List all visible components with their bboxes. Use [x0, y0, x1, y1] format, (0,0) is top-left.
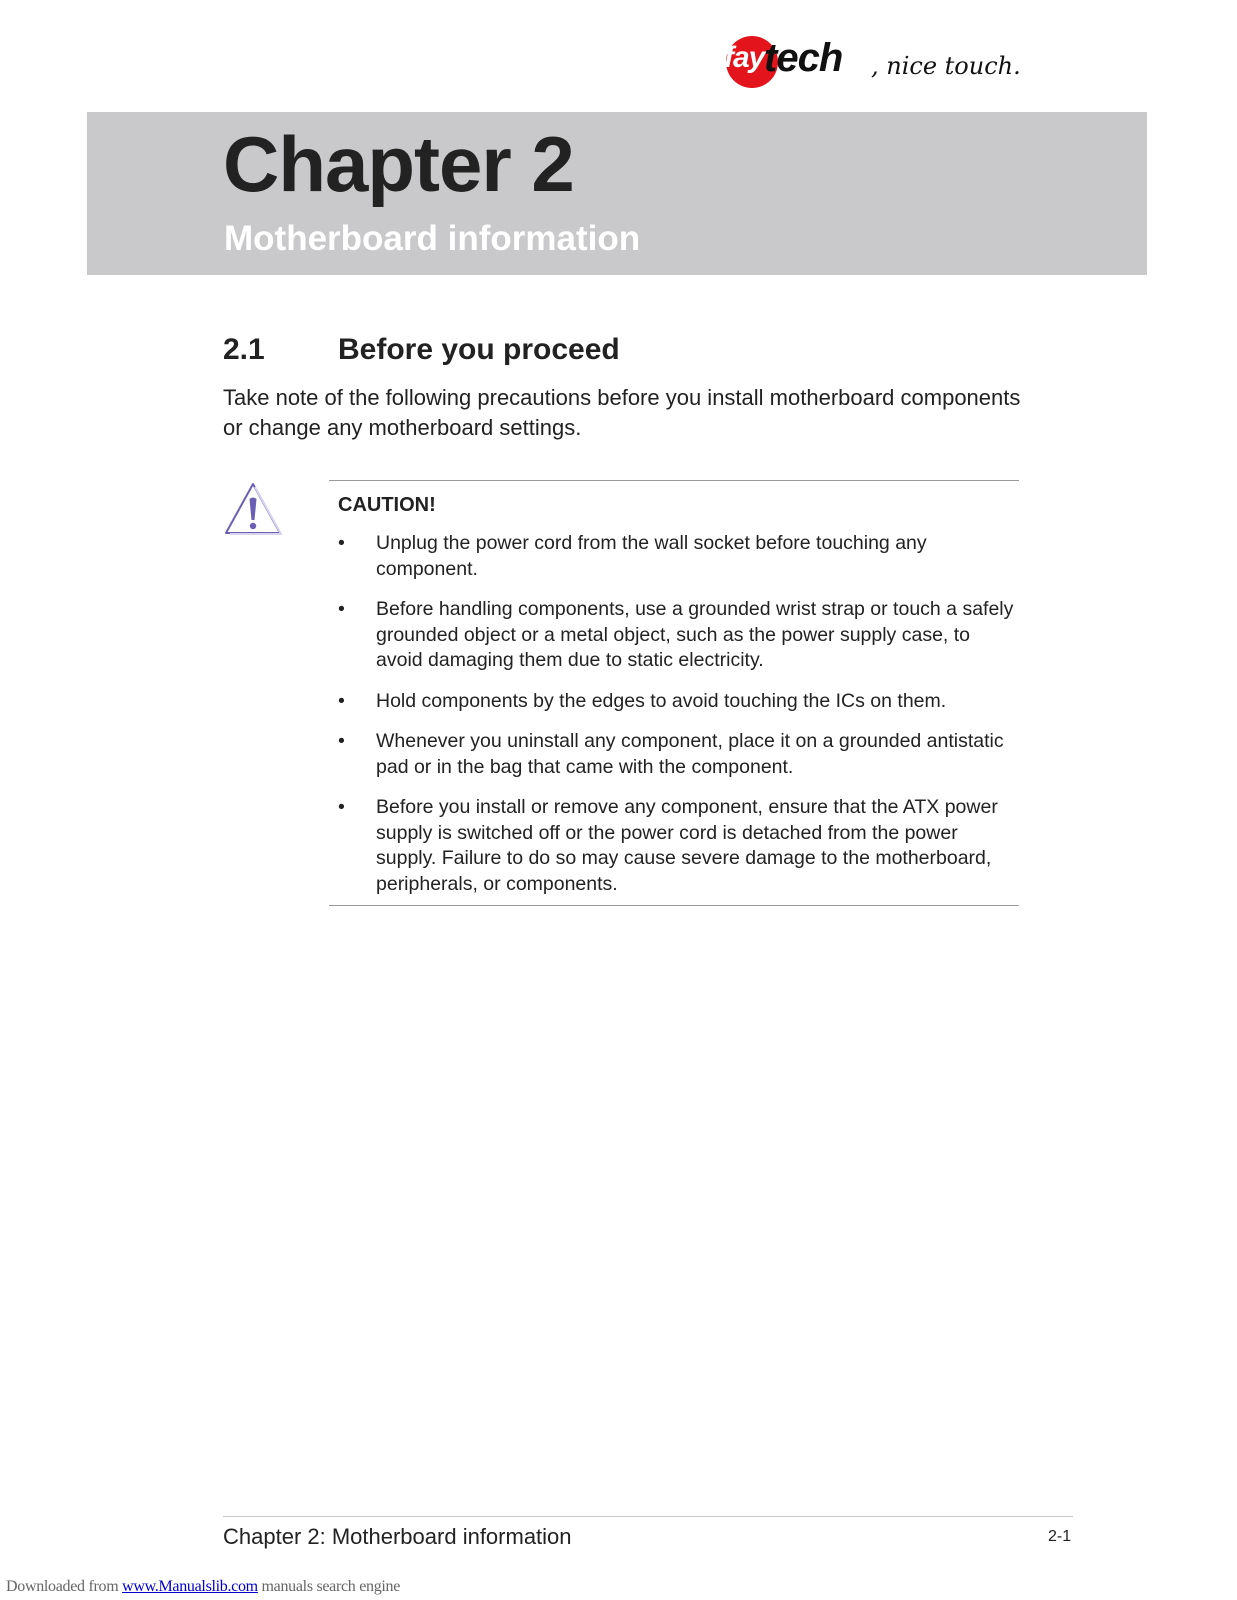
- section-number: 2.1: [223, 333, 265, 366]
- logo-brand-suffix: tech: [764, 36, 843, 80]
- caution-item: [329, 689, 1019, 715]
- manualslib-link[interactable]: www.Manualslib.com: [122, 1578, 258, 1595]
- section-heading: [223, 332, 620, 368]
- logo-brand-prefix: fay: [724, 41, 765, 74]
- caution-item-text: Unplug the power cord from the wall socket before touching any component.: [376, 532, 927, 580]
- logo-slogan: , nice touch.: [871, 52, 1021, 80]
- bullet: •: [338, 689, 345, 712]
- chapter-title: Chapter 2: [223, 120, 574, 208]
- download-prefix: Downloaded from: [6, 1578, 123, 1595]
- footer-divider: [223, 1516, 1073, 1517]
- caution-item: [329, 531, 1019, 582]
- caution-title: CAUTION!: [338, 494, 436, 516]
- caution-item: [329, 729, 1019, 780]
- download-attribution: [6, 1578, 400, 1596]
- bullet: •: [338, 730, 345, 752]
- bullet: •: [338, 532, 345, 554]
- caution-item-text: Before handling components, use a grounded wrist strap or touch a safely grounded object or a metal object, such as the power supply case, to avoid damaging them due to static electricity.: [376, 598, 1014, 671]
- bullet: •: [338, 796, 345, 818]
- caution-box: [329, 480, 1019, 906]
- faytech-logo: [726, 32, 1086, 94]
- footer-chapter-title: Chapter 2: Motherboard information: [223, 1524, 572, 1549]
- warning-triangle-icon: [224, 482, 282, 536]
- download-suffix: manuals search engine: [257, 1578, 401, 1595]
- caution-item: [329, 597, 1019, 674]
- caution-item-text: Before you install or remove any component, ensure that the ATX power supply is switched off or the power cord is detached from the power supply. Failure to do so may cause severe damage to the motherboard, peripherals, or components.: [376, 796, 998, 895]
- caution-item-text: Whenever you uninstall any component, place it on a grounded antistatic pad or in the bag that came with the component.: [376, 730, 1004, 778]
- caution-item: [329, 795, 1019, 897]
- chapter-subtitle: Motherboard information: [224, 219, 641, 258]
- section-title: Before you proceed: [338, 333, 620, 366]
- caution-list: [329, 531, 1019, 897]
- footer-page-number: 2-1: [1048, 1528, 1072, 1545]
- bullet: •: [338, 598, 345, 620]
- section-intro: Take note of the following precautions before you install motherboard components or change any motherboard settings.: [223, 385, 1021, 440]
- caution-item-text: Hold components by the edges to avoid touching the ICs on them.: [376, 689, 947, 712]
